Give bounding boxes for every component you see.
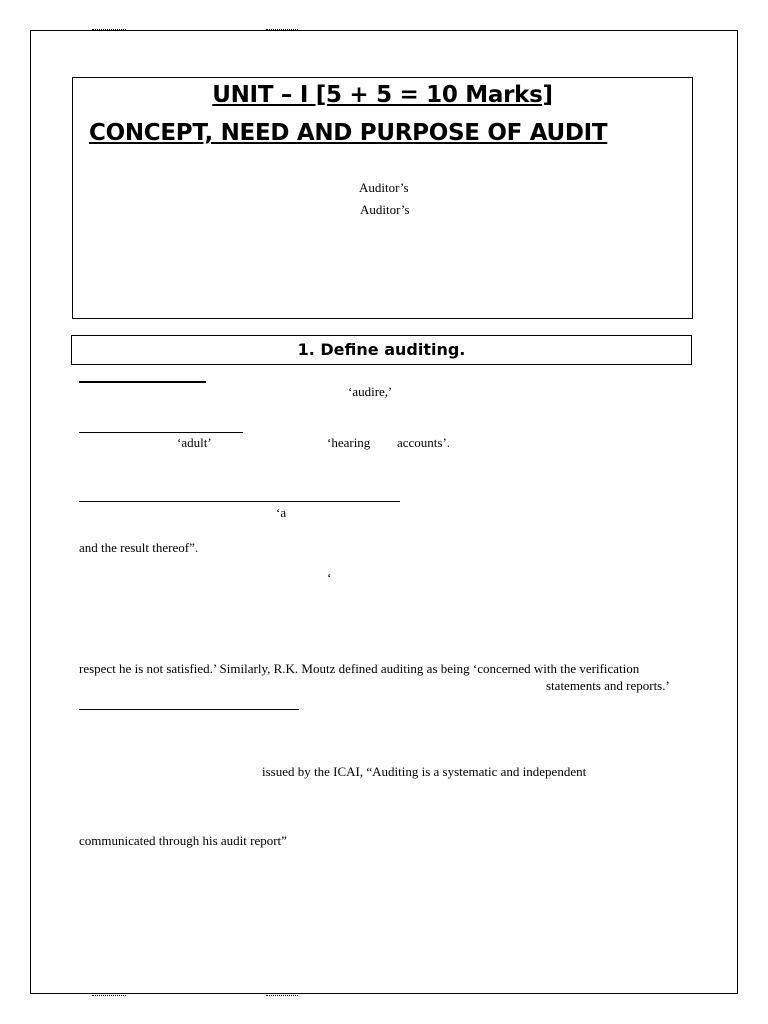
underline-1 (79, 381, 206, 383)
bottom-dots-right (266, 995, 298, 997)
auditors-line-1: Auditor’s (359, 180, 409, 195)
text-a: ‘a (276, 505, 287, 520)
concept-title: CONCEPT, NEED AND PURPOSE OF AUDIT (89, 120, 608, 146)
text-communicated: communicated through his audit report” (79, 833, 287, 848)
text-accounts: accounts’. (397, 435, 451, 450)
text-statements: statements and reports.’ (546, 678, 670, 693)
top-dots-left (92, 29, 126, 31)
text-issued: issued by the ICAI, “Auditing is a systematic and independent (262, 764, 587, 779)
text-adult: ‘adult’ (177, 435, 212, 450)
text-hearing: ‘hearing (327, 435, 371, 450)
question-heading: 1. Define auditing. (71, 335, 692, 365)
text-audire: ‘audire,’ (348, 384, 393, 399)
unit-title-box (72, 77, 693, 319)
auditors-line-2: Auditor’s (360, 202, 410, 217)
underline-4 (79, 709, 299, 710)
text-open-quote: ‘ (327, 570, 332, 585)
bottom-dots-left (92, 995, 126, 997)
underline-2 (79, 432, 243, 433)
text-result: and the result thereof”. (79, 540, 199, 555)
top-dots-right (266, 29, 298, 31)
underline-3 (79, 501, 400, 502)
unit-title: UNIT – I [5 + 5 = 10 Marks] (212, 82, 553, 108)
text-respect: respect he is not satisfied.’ Similarly, R.K. Moutz defined auditing as being ‘concerned with the verification (79, 661, 640, 676)
